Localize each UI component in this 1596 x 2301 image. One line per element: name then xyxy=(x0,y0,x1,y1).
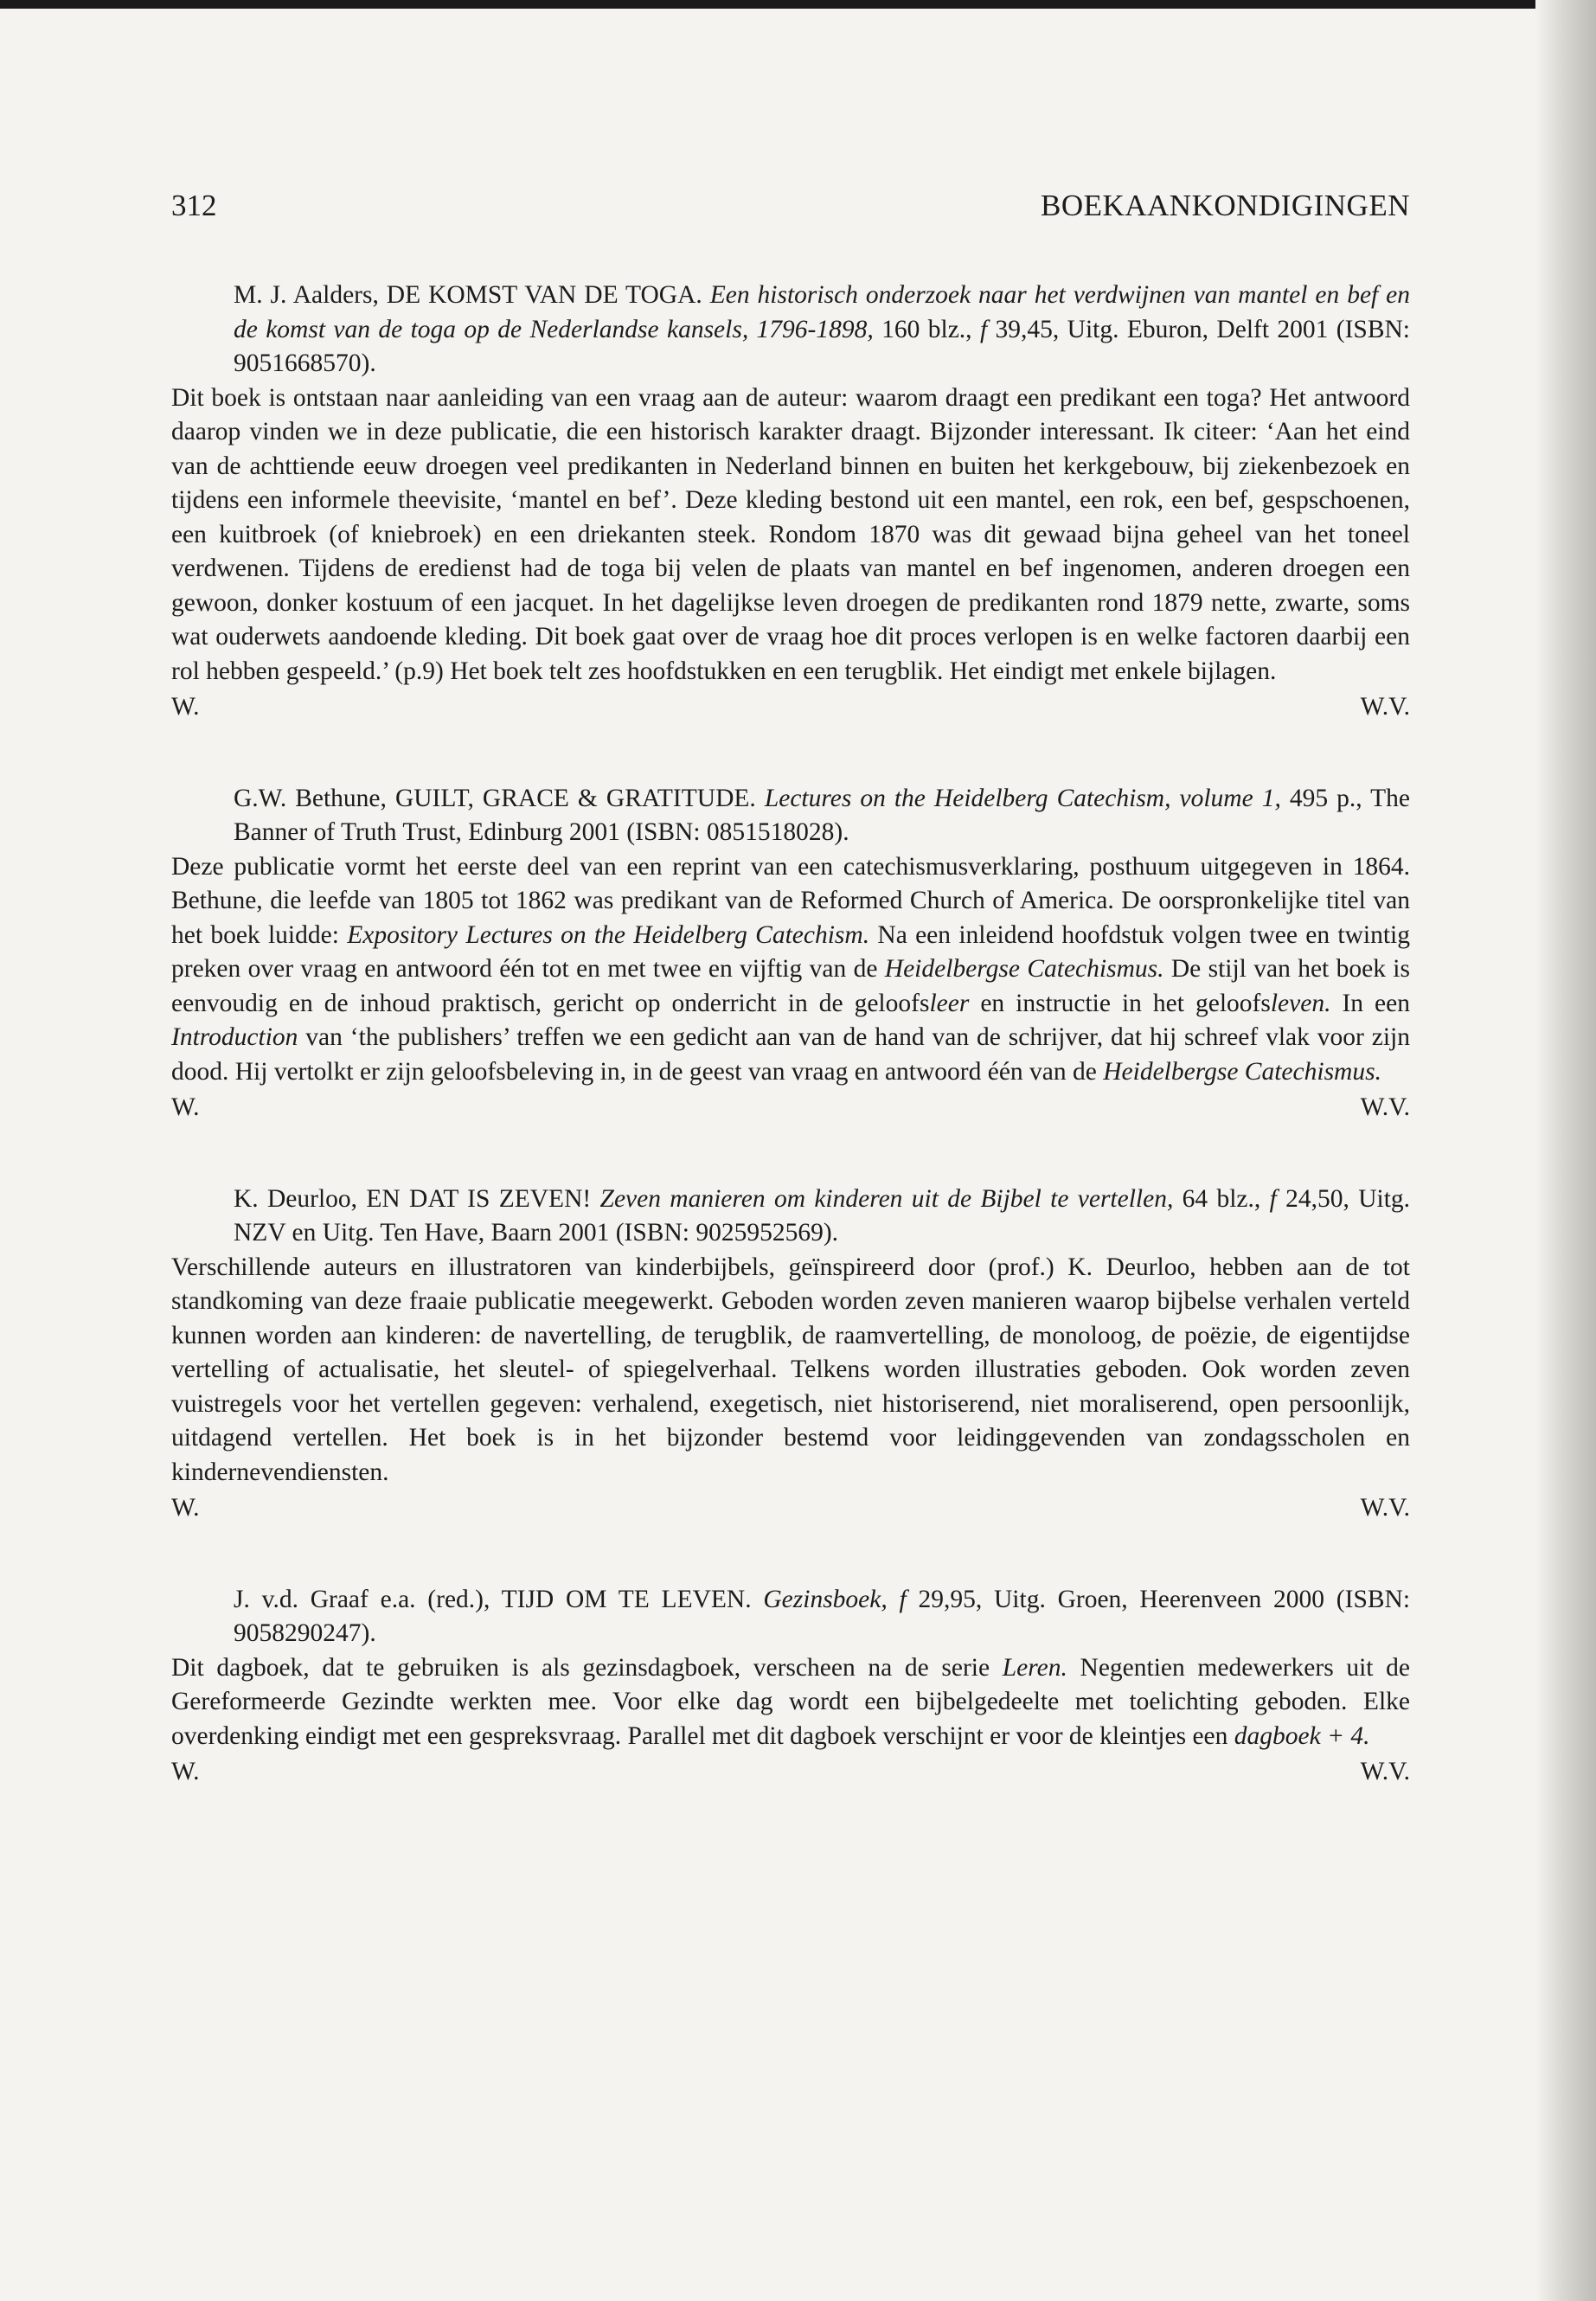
review-text-part: Dit dagboek, dat te gebruiken is als gezinsdagboek, verscheen na de serie xyxy=(171,1653,1003,1682)
book-subtitle: Lectures on the Heidelberg Catechism, volume 1, xyxy=(764,784,1281,812)
signature-line xyxy=(171,690,1410,725)
scan-top-border xyxy=(0,0,1596,9)
signature-right: W.V. xyxy=(1360,1093,1410,1121)
signature-right: W.V. xyxy=(1360,693,1410,721)
book-citation xyxy=(171,1183,1410,1251)
review-text-part: Na een inleidend hoofdstuk volgen twee en twintig preken over vraag en antwoord één tot en met twee en vijftig van de xyxy=(171,920,1410,983)
review-text-part: De stijl van het boek is eenvoudig en de inhoud praktisch, gericht op onderricht in de geloofs xyxy=(171,955,1410,1017)
book-citation xyxy=(171,1583,1410,1651)
price-symbol: f xyxy=(1269,1184,1277,1213)
review-text xyxy=(171,850,1410,1090)
book-title: DE KOMST VAN DE TOGA. xyxy=(386,281,702,309)
price-symbol: f xyxy=(899,1585,907,1613)
signature-left: W. xyxy=(171,1758,200,1785)
book-entry xyxy=(171,1583,1410,1790)
review-text-italic: Heidelbergse Catechismus. xyxy=(1103,1057,1381,1086)
review-text-part: en instructie in het geloofs xyxy=(969,989,1271,1017)
book-author: J. v.d. Graaf e.a. (red.), xyxy=(234,1585,490,1613)
signature-line xyxy=(171,1755,1410,1790)
signature-right: W.V. xyxy=(1360,1494,1410,1522)
review-text-italic: dagboek + 4. xyxy=(1234,1721,1370,1750)
signature-left: W. xyxy=(171,1494,200,1522)
book-publication-info: 39,45, Uitg. Eburon, Delft 2001 (ISBN: 9051668570). xyxy=(234,315,1411,377)
book-entry xyxy=(171,279,1410,725)
book-subtitle: Zeven manieren om kinderen uit de Bijbel te vertellen, xyxy=(599,1184,1174,1213)
book-title: GUILT, GRACE & GRATITUDE. xyxy=(394,784,756,812)
running-title: BOEKAANKONDIGINGEN xyxy=(1040,189,1410,222)
review-text-part: Deze publicatie vormt het eerste deel van een reprint van een catechismusverklaring, posthuum uitgegeven in 1864. Bethune, die leefde van 1805 tot 1862 was predikant van de Reformed Church of America. De oorspronkelijke titel van het boek luidde: xyxy=(171,852,1410,949)
book-details: 64 blz., xyxy=(1182,1184,1261,1213)
review-text-part: van ‘the publishers’ treffen we een gedicht aan van de hand van de schrijver, dat hij schreef vlak voor zijn dood. Hij vertolkt er zijn geloofsbeleving in, in de geest van vraag en antwoord één van de xyxy=(171,1023,1410,1086)
review-text: Verschillende auteurs en illustratoren van kinderbijbels, geïnspireerd door (prof.) K. Deurloo, hebben aan de tot standkoming van deze fraaie publicatie meegewerkt. Geboden worden zeven manieren waarop bijbelse verhalen verteld kunnen worden aan kinderen: de navertelling, de terugblik, de raamvertelling, de monoloog, de poëzie, de eigentijdse vertelling of actualisatie, het sleutel- of spiegelverhaal. Telkens worden illustraties geboden. Ook worden zeven vuistregels voor het vertellen gegeven: verhalend, exegetisch, niet historiserend, niet moraliserend, open persoonlijk, uitdagend vertellen. Het boek is in het bijzonder bestemd voor leidinggevenden van zondagsscholen en kindernevendiensten. xyxy=(171,1253,1410,1486)
book-title: TIJD OM TE LEVEN. xyxy=(501,1585,752,1613)
book-author: M. J. Aalders, xyxy=(234,281,379,309)
book-citation xyxy=(171,782,1410,850)
signature-right: W.V. xyxy=(1360,1758,1410,1785)
book-entry xyxy=(171,782,1410,1125)
book-publication-info: 29,95, Uitg. Groen, Heerenveen 2000 (ISBN: 9058290247). xyxy=(234,1585,1411,1647)
review-text: Dit boek is ontstaan naar aanleiding van een vraag aan de auteur: waarom draagt een predikant een toga? Het antwoord daarop vinden we in deze publicatie, die een historisch karakter draagt. Bijzonder interessant. Ik citeer: ‘Aan het eind van de achttiende eeuw droegen veel predikanten in Nederland binnen en buiten het kerkgebouw, bij ziekenbezoek en tijdens een informele theevisite, ‘mantel en bef’. Deze kleding bestond uit een mantel, een rok, een bef, gespschoenen, een kuitbroek (of kniebroek) en een driekanten steek. Rondom 1870 was dit gewaad bijna geheel van het toneel verdwenen. Tijdens de eredienst had de toga bij velen de plaats van mantel en bef ingenomen, anderen droegen een gewoon, donker kostuum of een jacquet. In het dagelijkse leven droegen de predikanten rond 1879 nette, zwarte, soms wat ouderwets aandoende kleding. Dit boek gaat over de vraag hoe dit proces verlopen is en welke factoren daarbij een rol hebben gespeeld.’ (p.9) Het boek telt zes hoofdstukken en een terugblik. Het eindigt met enkele bijlagen. xyxy=(171,383,1410,685)
book-details: 160 blz., xyxy=(881,315,972,343)
review-text-part: Negentien medewerkers uit de Gereformeerde Gezindte werkten mee. Voor elke dag wordt een bijbelgedeelte met toelichting geboden. Elke overdenking eindigt met een gespreksvraag. Parallel met dit dagboek verschijnt er voor de kleintjes een xyxy=(171,1653,1410,1750)
review-text-italic: Heidelbergse Catechismus. xyxy=(884,955,1164,983)
book-publication-info: 495 p., The Banner of Truth Trust, Edinburg 2001 (ISBN: 0851518028). xyxy=(234,784,1411,846)
book-publication-info: 24,50, Uitg. NZV en Uitg. Ten Have, Baarn 2001 (ISBN: 9025952569). xyxy=(234,1184,1411,1247)
book-author: K. Deurloo, xyxy=(234,1184,358,1213)
book-author: G.W. Bethune, xyxy=(234,784,387,812)
review-text-italic: Introduction xyxy=(171,1023,298,1051)
book-title: EN DAT IS ZEVEN! xyxy=(366,1184,592,1213)
review-text-italic: Leren. xyxy=(1002,1653,1067,1682)
review-text-italic: leven. xyxy=(1270,989,1331,1017)
review-text-italic: Expository Lectures on the Heidelberg Catechism. xyxy=(347,920,870,949)
page-binding-shadow xyxy=(1535,0,1596,2301)
review-text-italic: leer xyxy=(929,989,970,1017)
page-number: 312 xyxy=(171,189,217,222)
book-citation xyxy=(171,279,1410,381)
review-text xyxy=(171,1651,1410,1754)
book-announcements xyxy=(171,279,1410,1790)
review-text-part: In een xyxy=(1330,989,1410,1017)
book-subtitle: Een historisch onderzoek naar het verdwijnen van mantel en bef en de komst van de toga op de Nederlandse kansels, 1796-1898, xyxy=(234,281,1411,343)
signature-left: W. xyxy=(171,693,200,721)
signature-left: W. xyxy=(171,1093,200,1121)
page-header xyxy=(171,189,1410,232)
signature-line xyxy=(171,1091,1410,1125)
book-entry xyxy=(171,1183,1410,1526)
signature-line xyxy=(171,1491,1410,1526)
price-symbol: f xyxy=(979,315,988,343)
book-subtitle: Gezinsboek, xyxy=(763,1585,888,1613)
